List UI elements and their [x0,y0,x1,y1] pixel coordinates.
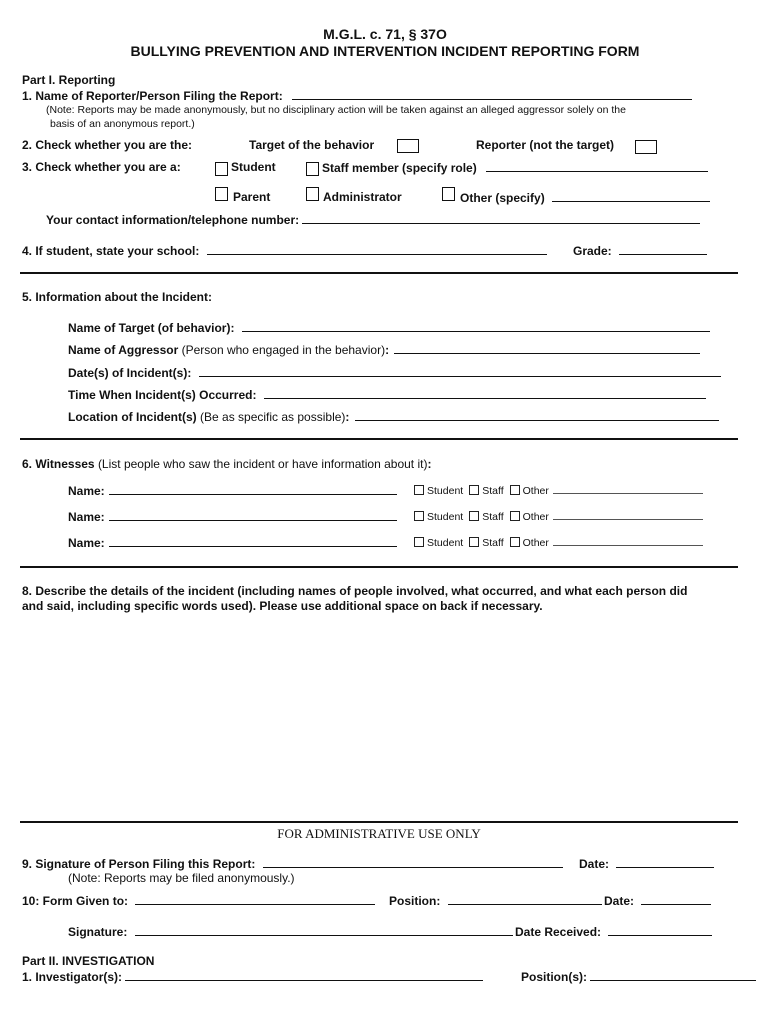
witness-other-label: Other [522,537,549,549]
q3-admin-checkbox[interactable] [306,187,319,201]
q1-label: 1. Name of Reporter/Person Filing the Report: [22,89,283,103]
witness-name-label: Name: [68,510,105,524]
q2-reporter-label: Reporter (not the target) [476,138,614,152]
details-line2: and said, including specific words used). Please use additional space on back if necessary. [22,599,543,613]
time-label: Time When Incident(s) Occurred: [68,388,257,402]
q3-other-row [460,190,710,205]
q3-staff-checkbox[interactable] [306,162,319,176]
q10-position-row [389,893,602,908]
section-divider-2 [20,438,738,440]
witness-name-field[interactable] [109,535,397,547]
incident-heading: 5. Information about the Incident: [22,290,212,304]
details-line1: 8. Describe the details of the incident (including names of people involved, what occurred, and what each person did [22,584,688,598]
investigator-field[interactable] [125,969,483,981]
location-colon: : [345,410,350,424]
form-title: BULLYING PREVENTION AND INTERVENTION INCIDENT REPORTING FORM [130,43,640,59]
witness-name-field[interactable] [109,509,397,521]
q2-label: 2. Check whether you are the: [22,138,193,152]
q10-row [22,893,375,908]
witness-name-label: Name: [68,536,105,550]
details-textarea[interactable] [22,620,740,816]
target-name-field[interactable] [242,320,710,332]
q2-reporter-checkbox[interactable] [635,140,657,154]
positions-field[interactable] [590,969,756,981]
q9-note: (Note: Reports may be filed anonymously.) [68,871,295,885]
date-received-field[interactable] [608,924,712,936]
witness-student-checkbox[interactable] [414,537,424,547]
witness-row [68,509,397,524]
witness-name-field[interactable] [109,483,397,495]
admin-heading: FOR ADMINISTRATIVE USE ONLY [277,826,481,841]
witness-student-checkbox[interactable] [414,511,424,521]
time-field[interactable] [264,387,706,399]
witness-student-label: Student [427,537,464,549]
aggressor-colon: : [385,343,390,357]
aggressor-label: Name of Aggressor [68,343,179,357]
location-row [68,409,719,424]
reporter-name-field[interactable] [292,88,692,100]
q3-parent-checkbox[interactable] [215,187,228,201]
signature-row [68,924,513,939]
q9-row [22,856,563,871]
q10-form-given-field[interactable] [135,893,375,905]
positions-label: Position(s): [521,970,587,984]
witness-other-checkbox[interactable] [510,485,520,495]
section-divider-4 [20,821,738,823]
q9-label: 9. Signature of Person Filing this Report: [22,857,256,871]
witness-role-options [414,510,703,523]
contact-label: Your contact information/telephone number: [46,213,300,227]
dates-label: Date(s) of Incident(s): [68,366,192,380]
q10-date-label: Date: [604,894,635,908]
signature-label: Signature: [68,925,128,939]
q10-label: 10: Form Given to: [22,894,129,908]
aggressor-name-field[interactable] [394,342,700,354]
q9-signature-field[interactable] [263,856,563,868]
witness-staff-checkbox[interactable] [469,537,479,547]
q1-note-line2: basis of an anonymous report.) [50,118,195,130]
other-specify-field[interactable] [552,190,710,202]
section-divider-1 [20,272,738,274]
q9-date-field[interactable] [616,856,714,868]
witness-other-checkbox[interactable] [510,511,520,521]
witness-other-label: Other [522,485,549,497]
signature-field[interactable] [135,924,513,936]
witness-student-checkbox[interactable] [414,485,424,495]
q10-date-field[interactable] [641,893,711,905]
investigator-label: 1. Investigator(s): [22,970,123,984]
witness-role-options [414,536,703,549]
witness-other-field[interactable] [553,536,703,546]
q3-label: 3. Check whether you are a: [22,160,181,174]
q3-other-label: Other (specify) [460,191,545,205]
location-field[interactable] [355,409,719,421]
witnesses-heading-label: 6. Witnesses [22,457,95,471]
q9-date-label: Date: [579,857,610,871]
positions-row [521,969,756,984]
section-divider-3 [20,566,738,568]
grade-field[interactable] [619,243,707,255]
location-label: Location of Incident(s) [68,410,197,424]
witness-staff-checkbox[interactable] [469,485,479,495]
target-row [68,320,710,335]
aggressor-row [68,342,700,357]
witness-other-checkbox[interactable] [510,537,520,547]
grade-row [573,243,707,258]
witness-other-field[interactable] [553,510,703,520]
q2-target-label: Target of the behavior [249,138,375,152]
witnesses-colon: : [427,457,432,471]
q9-date-row [579,856,714,871]
witness-staff-checkbox[interactable] [469,511,479,521]
witness-student-label: Student [427,485,464,497]
q4-row [22,243,547,258]
date-received-row [515,924,712,939]
q3-other-checkbox[interactable] [442,187,455,201]
q3-parent-label: Parent [233,190,271,204]
date-received-label: Date Received: [515,925,602,939]
witness-staff-label: Staff [482,485,504,497]
q3-admin-label: Administrator [323,190,402,204]
witnesses-heading-note: (List people who saw the incident or have information about it) [97,457,428,471]
q1-note-line1: (Note: Reports may be made anonymously, but no disciplinary action will be taken against an alleged aggressor solely on the [46,104,626,116]
part2-heading: Part II. INVESTIGATION [22,954,155,968]
q3-staff-label: Staff member (specify role) [322,161,477,175]
dates-row [68,365,721,380]
witness-name-label: Name: [68,484,105,498]
q3-student-label: Student [231,160,276,174]
q10-position-field[interactable] [448,893,602,905]
witness-student-label: Student [427,511,464,523]
dates-field[interactable] [199,365,721,377]
target-label: Name of Target (of behavior): [68,321,235,335]
witnesses-heading [22,457,431,471]
q3-student-checkbox[interactable] [215,162,228,176]
witness-staff-label: Staff [482,511,504,523]
witness-role-options [414,484,703,497]
contact-field[interactable] [302,212,700,224]
form-statute: M.G.L. c. 71, § 37O [323,26,447,42]
q4-label: 4. If student, state your school: [22,244,200,258]
time-row [68,387,706,402]
witness-other-label: Other [522,511,549,523]
witness-row [68,535,397,550]
school-field[interactable] [207,243,547,255]
part1-heading: Part I. Reporting [22,73,116,87]
investigator-row [22,969,483,984]
location-note: (Be as specific as possible) [200,410,346,424]
staff-role-field[interactable] [486,160,708,172]
q10-position-label: Position: [389,894,441,908]
witness-row [68,483,397,498]
q1-row [22,88,692,103]
grade-label: Grade: [573,244,612,258]
q3-staff-row [322,160,708,175]
contact-row [46,212,700,227]
q10-date-row [604,893,711,908]
witness-staff-label: Staff [482,537,504,549]
q2-target-checkbox[interactable] [397,139,419,153]
aggressor-note: (Person who engaged in the behavior) [181,343,386,357]
witness-other-field[interactable] [553,484,703,494]
